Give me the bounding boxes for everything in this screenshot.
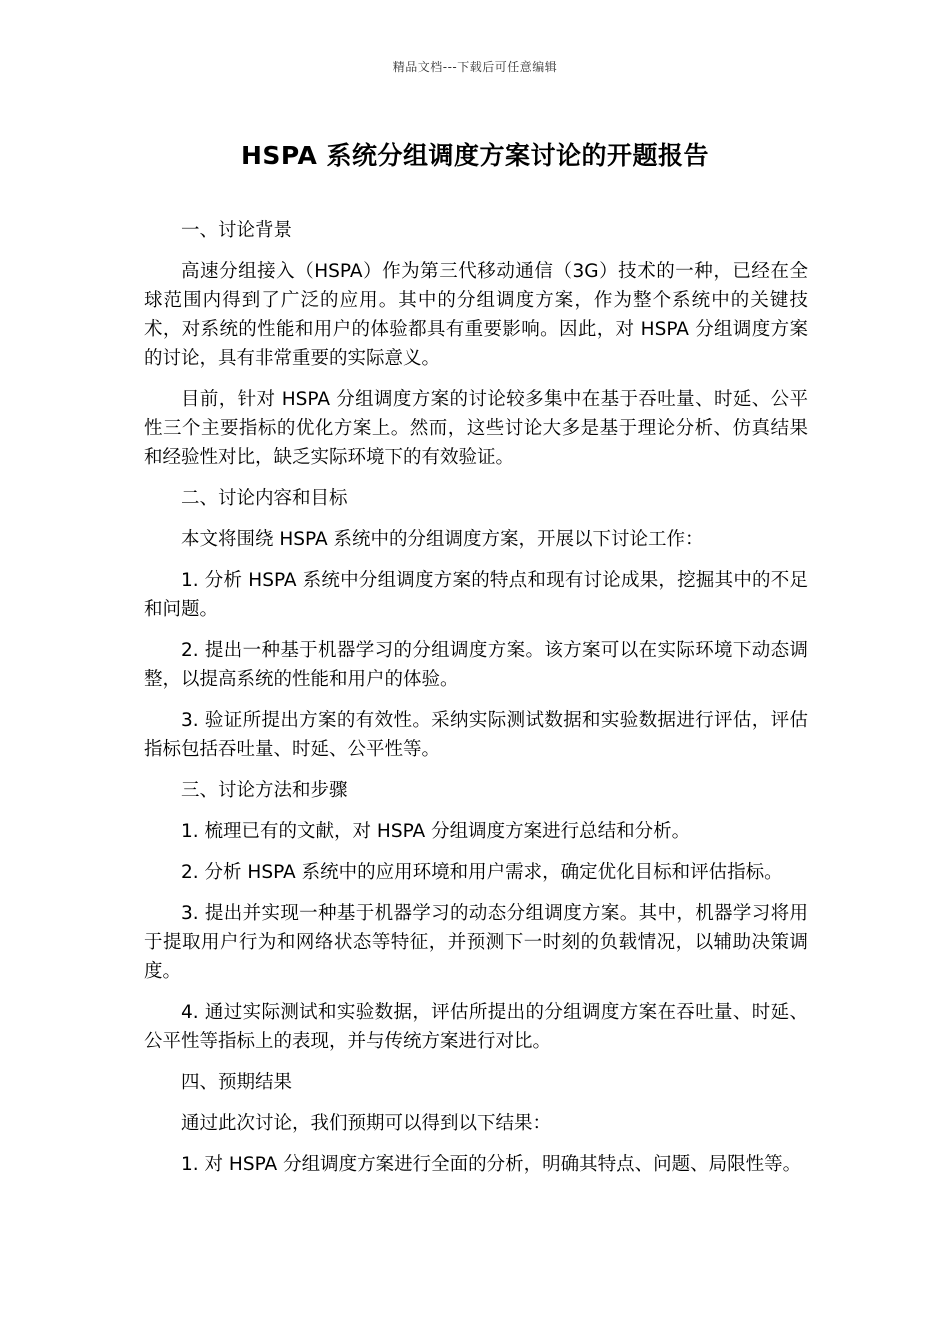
- header-note: 精品文档---下载后可任意编辑: [392, 60, 558, 74]
- list-item: 3. 验证所提出方案的有效性。采纳实际测试数据和实验数据进行评估，评估指标包括吞吐量、时延、公平性等。: [144, 710, 808, 760]
- list-item: 3. 提出并实现一种基于机器学习的动态分组调度方案。其中，机器学习将用于提取用户行为和网络状态等特征，并预测下一时刻的负载情况，以辅助决策调度。: [144, 903, 808, 982]
- section-heading-background: 一、讨论背景: [181, 220, 293, 241]
- list-item: 1. 对 HSPA 分组调度方案进行全面的分析，明确其特点、问题、局限性等。: [181, 1154, 802, 1175]
- section-heading-expected-results: 四、预期结果: [181, 1072, 293, 1093]
- document-body: [144, 216, 808, 1191]
- paragraph: 目前，针对 HSPA 分组调度方案的讨论较多集中在基于吞吐量、时延、公平性三个主要指标的优化方案上。然而，这些讨论大多是基于理论分析、仿真结果和经验性对比，缺乏实际环境下的有效验证。: [144, 389, 808, 468]
- list-item: 2. 提出一种基于机器学习的分组调度方案。该方案可以在实际环境下动态调整，以提高系统的性能和用户的体验。: [144, 640, 808, 690]
- paragraph: 高速分组接入（HSPA）作为第三代移动通信（3G）技术的一种，已经在全球范围内得到了广泛的应用。其中的分组调度方案，作为整个系统中的关键技术，对系统的性能和用户的体验都具有重要影响。因此，对 HSPA 分组调度方案的讨论，具有非常重要的实际意义。: [144, 261, 808, 369]
- list-item: 2. 分析 HSPA 系统中的应用环境和用户需求，确定优化目标和评估指标。: [181, 862, 783, 883]
- list-item: 1. 分析 HSPA 系统中分组调度方案的特点和现有讨论成果，挖掘其中的不足和问题。: [144, 570, 808, 620]
- list-item: 1. 梳理已有的文献，对 HSPA 分组调度方案进行总结和分析。: [181, 821, 691, 842]
- paragraph: 通过此次讨论，我们预期可以得到以下结果：: [181, 1113, 552, 1134]
- page-title: HSPA 系统分组调度方案讨论的开题报告: [240, 141, 709, 170]
- list-item: 4. 通过实际测试和实验数据，评估所提出的分组调度方案在吞吐量、时延、公平性等指标上的表现，并与传统方案进行对比。: [144, 1002, 808, 1052]
- paragraph: 本文将围绕 HSPA 系统中的分组调度方案，开展以下讨论工作：: [181, 529, 704, 550]
- section-heading-methods: 三、讨论方法和步骤: [181, 780, 348, 801]
- section-heading-content-goals: 二、讨论内容和目标: [181, 488, 348, 509]
